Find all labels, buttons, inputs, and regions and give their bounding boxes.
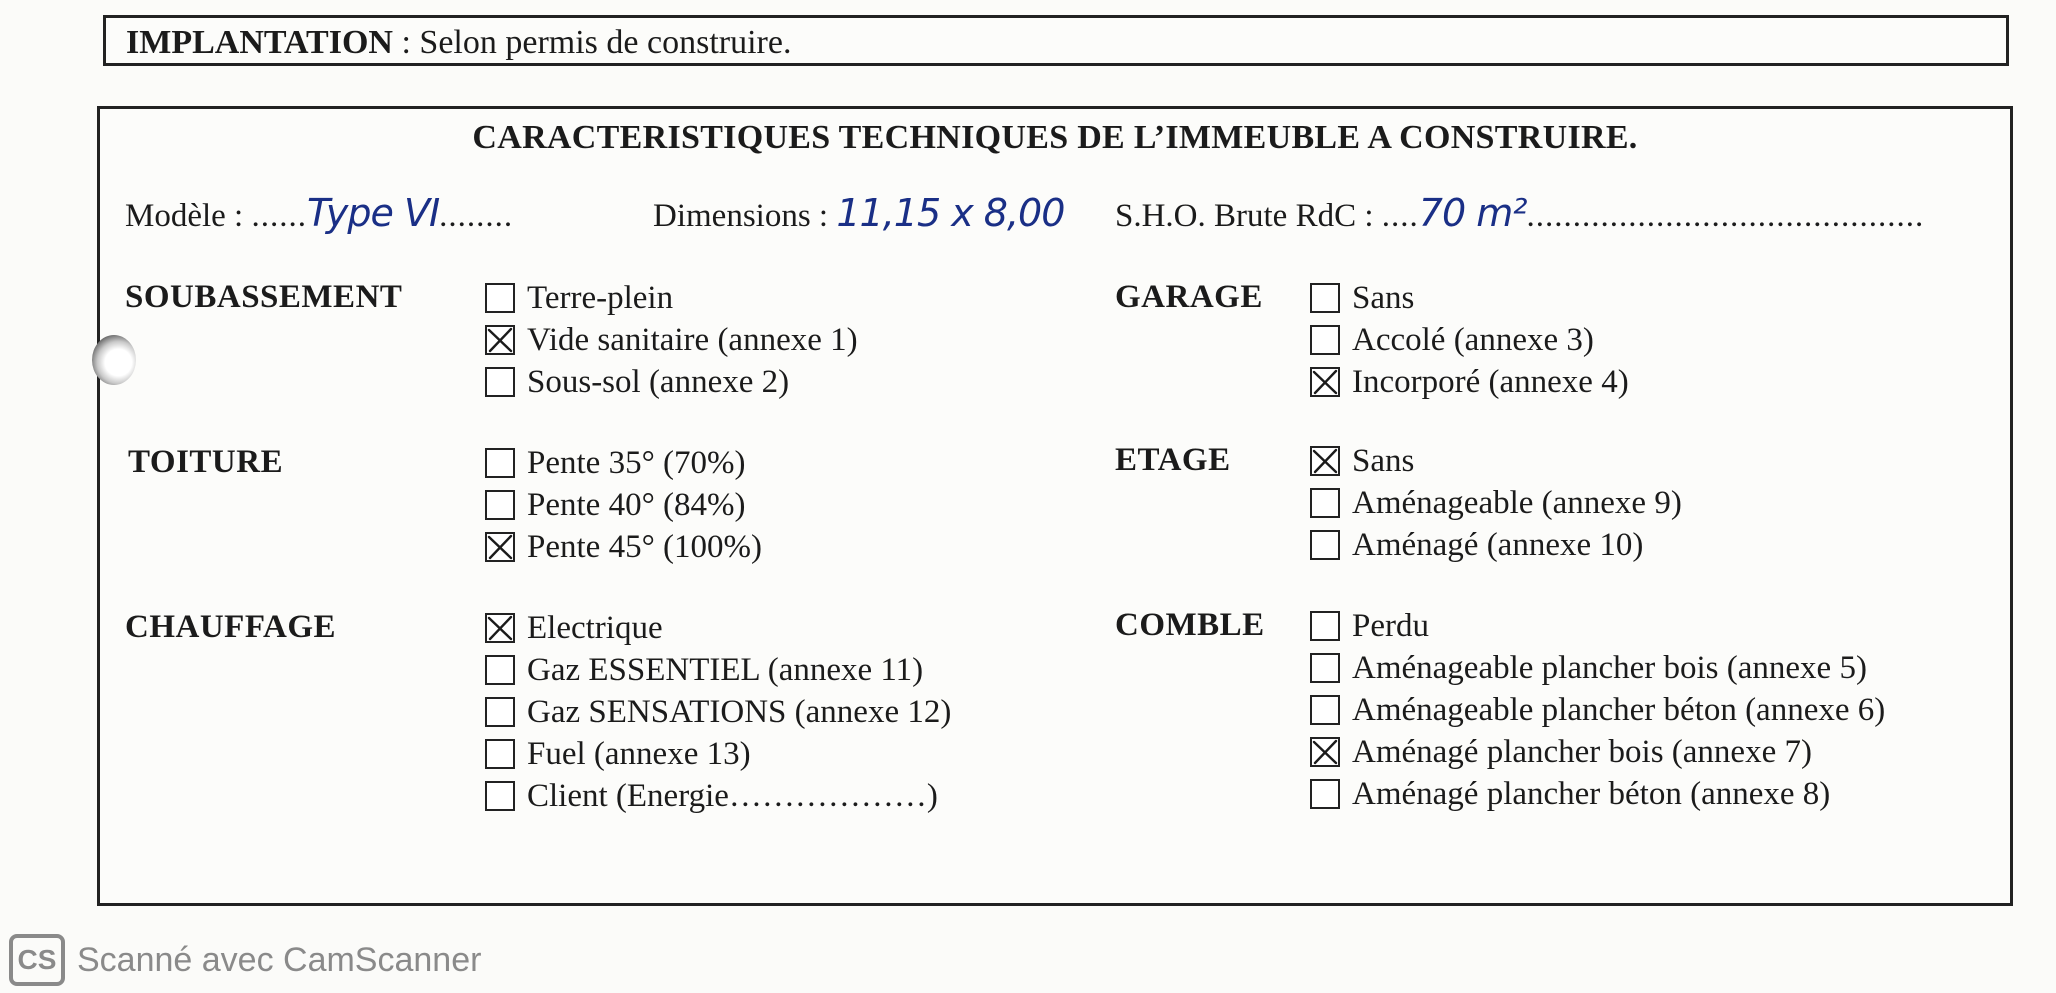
option-label: Gaz SENSATIONS (annexe 12) [527,693,952,730]
check-mark-icon [1312,369,1338,395]
checkbox[interactable] [485,739,515,769]
checkbox[interactable] [1310,737,1340,767]
option[interactable] [485,733,951,775]
option-label: Accolé (annexe 3) [1352,321,1594,358]
section-label-soubassement: SOUBASSEMENT [125,279,403,315]
option[interactable] [485,526,762,568]
camscanner-logo: CS [9,934,65,986]
checkbox[interactable] [485,532,515,562]
checkbox[interactable] [485,325,515,355]
dimensions-value[interactable]: 11,15 x 8,00 [836,191,1065,235]
option-label: Pente 35° (70%) [527,444,746,481]
checkbox[interactable] [485,697,515,727]
option-label: Vide sanitaire (annexe 1) [527,321,858,358]
option[interactable] [1310,524,1682,566]
option-label: Pente 45° (100%) [527,528,762,565]
option-label: Aménageable plancher bois (annexe 5) [1352,649,1867,686]
checkbox[interactable] [1310,283,1340,313]
option[interactable] [485,442,762,484]
option[interactable] [485,484,762,526]
option-label: Perdu [1352,607,1429,644]
camscanner-text: Scanné avec CamScanner [77,940,482,979]
checkbox[interactable] [485,490,515,520]
option[interactable] [1310,277,1629,319]
option-label: Client (Energie………………) [527,777,938,814]
checkbox[interactable] [1310,325,1340,355]
checkbox[interactable] [485,283,515,313]
checkbox[interactable] [485,613,515,643]
checkbox[interactable] [1310,488,1340,518]
options-soubassement [485,277,858,403]
modele-dots-after: ........ [439,198,514,234]
option[interactable] [1310,482,1682,524]
option-label: Pente 40° (84%) [527,486,746,523]
checkbox[interactable] [485,448,515,478]
caracteristiques-title: CARACTERISTIQUES TECHNIQUES DE L’IMMEUBLE A CONSTRUIRE. [472,119,1638,156]
sho-label: S.H.O. Brute RdC : [1115,198,1382,234]
option[interactable] [1310,731,1885,773]
checkbox[interactable] [1310,446,1340,476]
option[interactable] [485,361,858,403]
modele-dots-before: ...... [251,198,307,234]
checkbox[interactable] [1310,611,1340,641]
dimensions-field [653,191,1064,235]
section-label-toiture: TOITURE [128,444,284,480]
implantation-text: : Selon permis de construire. [392,24,792,61]
option-label: Incorporé (annexe 4) [1352,363,1629,400]
option-label: Aménagé plancher béton (annexe 8) [1352,775,1831,812]
option[interactable] [1310,647,1885,689]
option[interactable] [1310,605,1885,647]
option-label: Electrique [527,609,663,646]
modele-field [125,191,513,235]
option[interactable] [1310,440,1682,482]
caracteristiques-box [97,106,2013,906]
implantation-label: IMPLANTATION [126,24,393,61]
check-mark-icon [487,615,513,641]
option-label: Sous-sol (annexe 2) [527,363,790,400]
sho-dots-before: .... [1381,198,1419,234]
check-mark-icon [1312,739,1338,765]
checkbox[interactable] [1310,530,1340,560]
checkbox[interactable] [1310,779,1340,809]
option-label: Sans [1352,279,1415,316]
option-label: Aménageable (annexe 9) [1352,484,1682,521]
option[interactable] [1310,319,1629,361]
checkbox[interactable] [1310,367,1340,397]
option-label: Terre-plein [527,279,674,316]
options-etage [1310,440,1682,566]
checkbox[interactable] [485,367,515,397]
option[interactable] [485,775,951,817]
section-label-comble: COMBLE [1115,607,1265,643]
option-label: Aménageable plancher béton (annexe 6) [1352,691,1886,728]
sho-value[interactable]: 70 m² [1418,191,1527,235]
implantation-box [103,15,2009,66]
checkbox[interactable] [485,655,515,685]
check-mark-icon [487,327,513,353]
modele-value[interactable]: Type VI [306,191,440,235]
option-label: Aménagé (annexe 10) [1352,526,1644,563]
checkbox[interactable] [1310,695,1340,725]
option[interactable] [1310,361,1629,403]
option[interactable] [1310,689,1885,731]
option-label: Sans [1352,442,1415,479]
sho-field [1115,191,1924,235]
options-garage [1310,277,1629,403]
section-label-chauffage: CHAUFFAGE [125,609,337,645]
check-mark-icon [487,534,513,560]
options-toiture [485,442,762,568]
option[interactable] [485,277,858,319]
checkbox[interactable] [1310,653,1340,683]
check-mark-icon [1312,448,1338,474]
checkbox[interactable] [485,781,515,811]
option[interactable] [485,649,951,691]
section-label-etage: ETAGE [1115,442,1231,478]
option-label: Gaz ESSENTIEL (annexe 11) [527,651,924,688]
modele-label: Modèle : [125,198,252,234]
sho-dots-after: ........................................... [1526,198,1925,234]
options-comble [1310,605,1885,815]
section-label-garage: GARAGE [1115,279,1263,315]
option[interactable] [485,607,951,649]
option[interactable] [485,691,951,733]
punch-hole [92,335,136,385]
dimensions-label: Dimensions : [653,198,837,234]
implantation-line [126,24,791,62]
option[interactable] [1310,773,1885,815]
option[interactable] [485,319,858,361]
option-label: Aménagé plancher bois (annexe 7) [1352,733,1812,770]
camscanner-watermark [9,934,481,986]
option-label: Fuel (annexe 13) [527,735,751,772]
options-chauffage [485,607,951,817]
